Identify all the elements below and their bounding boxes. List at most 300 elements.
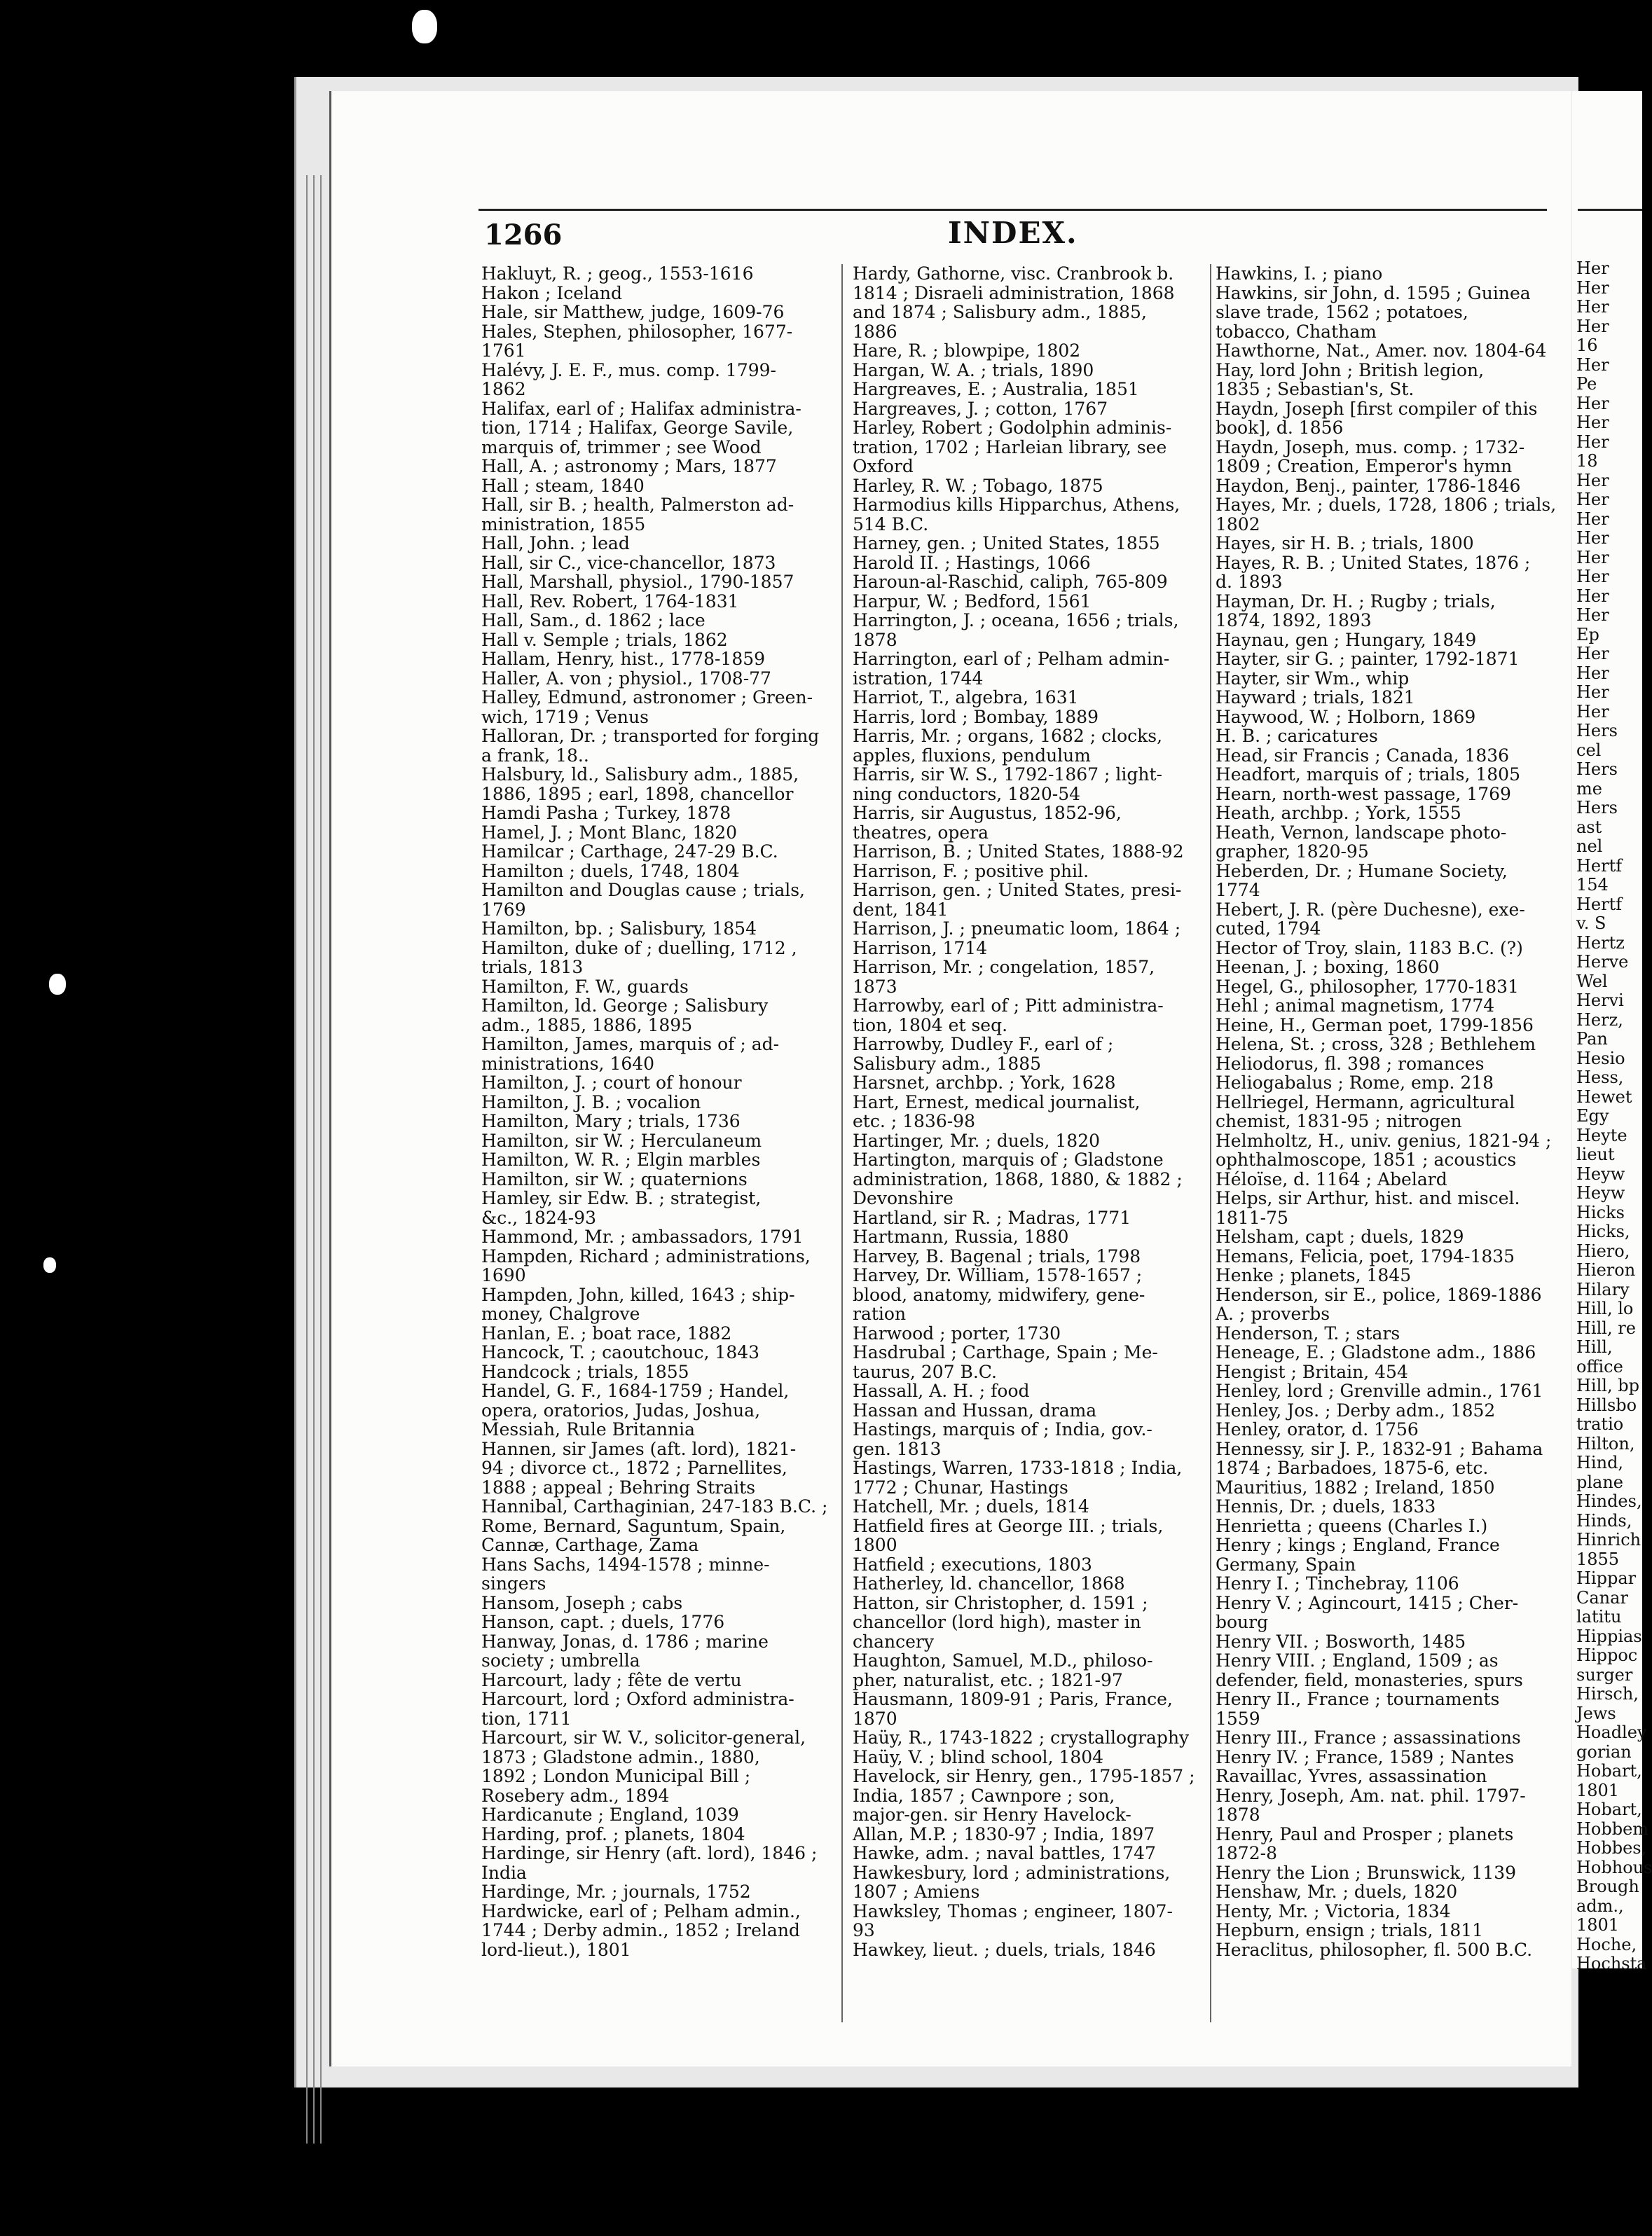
facing-page-entry-fragment: Hobbem <box>1576 1819 1649 1839</box>
index-entry: Harcourt, lord ; Oxford administra- <box>481 1689 794 1709</box>
index-entry: Haydon, Benj., painter, 1786-1846 <box>1216 475 1521 496</box>
index-entry: Hall, Marshall, physiol., 1790-1857 <box>481 572 794 592</box>
index-entry: Heenan, J. ; boxing, 1860 <box>1216 957 1440 977</box>
index-entry: Salisbury adm., 1885 <box>853 1053 1042 1074</box>
facing-page-entry-fragment: Her <box>1576 432 1609 452</box>
index-entry: Harley, Robert ; Godolphin adminis- <box>853 417 1172 438</box>
paper-blemish <box>49 974 66 995</box>
index-entry: Harrowby, Dudley F., earl of ; <box>853 1034 1114 1054</box>
index-entry: 1800 <box>853 1535 897 1555</box>
index-entry: Henley, orator, d. 1756 <box>1216 1419 1419 1440</box>
index-entry: taurus, 207 B.C. <box>853 1361 997 1382</box>
index-entry: Harwood ; porter, 1730 <box>853 1323 1061 1344</box>
index-entry: Hatfield fires at George III. ; trials, <box>853 1515 1164 1536</box>
index-entry: Hearn, north-west passage, 1769 <box>1216 783 1511 804</box>
index-entry: Haywood, W. ; Holborn, 1869 <box>1216 706 1476 727</box>
page-edge-line <box>313 175 315 2144</box>
index-entry: 1772 ; Chunar, Hastings <box>853 1477 1068 1498</box>
page-edge-line <box>306 175 308 2144</box>
index-entry: Hayter, sir Wm., whip <box>1216 668 1410 689</box>
index-entry: Hartland, sir R. ; Madras, 1771 <box>853 1207 1131 1228</box>
index-column-2 <box>853 264 1207 1959</box>
facing-page-entry-fragment: Heyw <box>1576 1164 1625 1184</box>
index-entry: 1835 ; Sebastian's, St. <box>1216 379 1414 399</box>
index-entry: Hamilton, J. B. ; vocalion <box>481 1091 701 1112</box>
index-entry: defender, field, monasteries, spurs <box>1216 1669 1523 1690</box>
facing-page-entry-fragment: Hicks <box>1576 1202 1625 1222</box>
index-entry: blood, anatomy, midwifery, gene- <box>853 1284 1145 1305</box>
index-entry: Henry the Lion ; Brunswick, 1139 <box>1216 1862 1517 1883</box>
index-entry: Hale, sir Matthew, judge, 1609-76 <box>481 302 785 322</box>
facing-page-entry-fragment: adm., <box>1576 1896 1624 1916</box>
facing-page-entry-fragment: Hill, re <box>1576 1318 1636 1338</box>
index-entry: Hamilton, duke of ; duelling, 1712 , <box>481 937 797 958</box>
index-entry: Hamilton, sir W. ; quaternions <box>481 1168 748 1189</box>
index-entry: 1744 ; Derby admin., 1852 ; Ireland <box>481 1920 800 1940</box>
index-entry: Hastings, Warren, 1733-1818 ; India, <box>853 1458 1183 1478</box>
facing-page-entry-fragment: tratio <box>1576 1414 1624 1434</box>
index-entry: Harrington, J. ; oceana, 1656 ; trials, <box>853 610 1179 630</box>
index-entry: Hall, Rev. Robert, 1764-1831 <box>481 591 739 612</box>
index-entry: Hartington, marquis of ; Gladstone <box>853 1150 1164 1170</box>
index-entry: istration, 1744 <box>853 668 984 689</box>
index-entry: Halévy, J. E. F., mus. comp. 1799- <box>481 359 776 380</box>
index-entry: dent, 1841 <box>853 899 949 920</box>
index-entry: Henry V. ; Agincourt, 1415 ; Cher- <box>1216 1592 1519 1613</box>
index-entry: Helsham, capt ; duels, 1829 <box>1216 1227 1464 1247</box>
index-entry: Hawke, adm. ; naval battles, 1747 <box>853 1843 1156 1863</box>
index-entry: Allan, M.P. ; 1830-97 ; India, 1897 <box>853 1823 1155 1844</box>
index-entry: Heneage, E. ; Gladstone adm., 1886 <box>1216 1342 1536 1362</box>
facing-page-entry-fragment: Hippar <box>1576 1568 1637 1588</box>
index-entry: Helmholtz, H., univ. genius, 1821-94 ; <box>1216 1130 1552 1151</box>
index-entry: a frank, 18.. <box>481 745 589 766</box>
index-entry: 94 ; divorce ct., 1872 ; Parnellites, <box>481 1458 787 1478</box>
facing-page-entry-fragment: Hill, <box>1576 1337 1613 1357</box>
facing-page-entry-fragment: Hill, lo <box>1576 1299 1634 1318</box>
index-entry: Hebert, J. R. (père Duchesne), exe- <box>1216 899 1525 920</box>
facing-page-entry-fragment: Egy <box>1576 1106 1609 1126</box>
facing-page-entry-fragment: Hirsch, <box>1576 1684 1639 1704</box>
index-entry: opera, oratorios, Judas, Joshua, <box>481 1400 761 1421</box>
index-entry: Harpur, W. ; Bedford, 1561 <box>853 591 1092 612</box>
index-entry: Hardy, Gathorne, visc. Cranbrook b. <box>853 263 1174 284</box>
index-entry: book], d. 1856 <box>1216 417 1344 438</box>
index-entry: Harris, lord ; Bombay, 1889 <box>853 706 1099 727</box>
header-rule <box>479 209 1547 211</box>
facing-page-entry-fragment: Hers <box>1576 721 1618 740</box>
index-entry: Hatchell, Mr. ; duels, 1814 <box>853 1496 1089 1517</box>
index-entry: Heberden, Dr. ; Humane Society, <box>1216 860 1508 881</box>
paper-blemish <box>43 1257 56 1273</box>
index-column-3 <box>1216 264 1569 1959</box>
index-entry: theatres, opera <box>853 822 989 843</box>
index-entry: Henry II., France ; tournaments <box>1216 1689 1500 1709</box>
index-entry: 1761 <box>481 340 526 361</box>
index-entry: Hawksley, Thomas ; engineer, 1807- <box>853 1900 1173 1921</box>
index-entry: Hargreaves, J. ; cotton, 1767 <box>853 398 1108 419</box>
index-entry: Havelock, sir Henry, gen., 1795-1857 ; <box>853 1766 1195 1786</box>
index-entry: Hare, R. ; blowpipe, 1802 <box>853 340 1081 361</box>
page-title: INDEX. <box>948 216 1078 250</box>
index-entry: Hamley, sir Edw. B. ; strategist, <box>481 1188 762 1208</box>
index-entry: Hancock, T. ; caoutchouc, 1843 <box>481 1342 760 1362</box>
facing-page-entry-fragment: Hippias <box>1576 1626 1642 1646</box>
facing-page-entry-fragment: Heyte <box>1576 1125 1627 1145</box>
index-entry: Hennis, Dr. ; duels, 1833 <box>1216 1496 1436 1517</box>
facing-page-entry-fragment: Hicks, <box>1576 1222 1630 1241</box>
index-entry: Harriot, T., algebra, 1631 <box>853 687 1079 708</box>
facing-page-entry-fragment: plane <box>1576 1472 1624 1492</box>
index-entry: Hamel, J. ; Mont Blanc, 1820 <box>481 822 738 843</box>
index-entry: Henley, lord ; Grenville admin., 1761 <box>1216 1381 1543 1401</box>
index-entry: tration, 1702 ; Harleian library, see <box>853 436 1167 457</box>
index-entry: 1873 <box>853 976 897 997</box>
page-edge-line <box>320 175 322 2144</box>
index-entry: apples, fluxions, pendulum <box>853 745 1091 766</box>
index-entry: Hakon ; Iceland <box>481 282 623 303</box>
facing-page-entry-fragment: Her <box>1576 605 1609 625</box>
index-entry: Hampden, John, killed, 1643 ; ship- <box>481 1284 795 1305</box>
index-entry: Harrison, Mr. ; congelation, 1857, <box>853 957 1155 977</box>
index-entry: Hargreaves, E. ; Australia, 1851 <box>853 379 1139 399</box>
index-entry: Halsbury, ld., Salisbury adm., 1885, <box>481 764 799 785</box>
index-entry: Hayes, sir H. B. ; trials, 1800 <box>1216 533 1474 553</box>
index-entry: Germany, Spain <box>1216 1554 1356 1575</box>
index-entry: Harris, Mr. ; organs, 1682 ; clocks, <box>853 726 1163 746</box>
facing-page-entry-fragment: Hervi <box>1576 991 1624 1010</box>
index-entry: Harold II. ; Hastings, 1066 <box>853 552 1091 573</box>
facing-page-entry-fragment: 1801 <box>1576 1780 1620 1800</box>
facing-page-entry-fragment: Her <box>1576 586 1609 606</box>
index-entry: Hakluyt, R. ; geog., 1553-1616 <box>481 263 754 284</box>
index-entry: Haüy, R., 1743-1822 ; crystallography <box>853 1727 1190 1748</box>
index-entry: Harrowby, earl of ; Pitt administra- <box>853 995 1164 1016</box>
index-entry: society ; umbrella <box>481 1650 640 1671</box>
index-entry: 1802 <box>1216 513 1260 534</box>
index-entry: tion, 1714 ; Halifax, George Savile, <box>481 417 794 438</box>
index-entry: Héloïse, d. 1164 ; Abelard <box>1216 1168 1447 1189</box>
index-entry: chancellor (lord high), master in <box>853 1612 1141 1632</box>
facing-page-entry-fragment: Her <box>1576 316 1609 336</box>
facing-page-entry-fragment: Hillsbo <box>1576 1395 1637 1415</box>
index-entry: Hargan, W. A. ; trials, 1890 <box>853 359 1094 380</box>
index-column-1 <box>481 264 832 1959</box>
facing-page-entry-fragment: Her <box>1576 393 1609 413</box>
facing-page-entry-fragment: Hiero, <box>1576 1241 1630 1261</box>
index-entry: Haydn, Joseph, mus. comp. ; 1732- <box>1216 436 1525 457</box>
index-entry: tion, 1804 et seq. <box>853 1014 1008 1035</box>
index-entry: 514 B.C. <box>853 513 929 534</box>
facing-page-entry-fragment: Hesio <box>1576 1048 1625 1068</box>
index-entry: Harcourt, lady ; fête de vertu <box>481 1669 742 1690</box>
index-entry: Hennessy, sir J. P., 1832-91 ; Bahama <box>1216 1438 1543 1459</box>
index-entry: Harris, sir Augustus, 1852-96, <box>853 803 1122 823</box>
facing-page-entry-fragment: Hinds, <box>1576 1510 1632 1531</box>
index-entry: Harcourt, sir W. V., solicitor-general, <box>481 1727 806 1748</box>
index-entry: Hannen, sir James (aft. lord), 1821- <box>481 1438 797 1459</box>
facing-page-entry-fragment: Hobart, <box>1576 1800 1642 1819</box>
facing-page-entry-fragment: Her <box>1576 644 1609 663</box>
index-entry: Heraclitus, philosopher, fl. 500 B.C. <box>1216 1939 1533 1960</box>
facing-page-entries <box>1576 259 1652 1974</box>
index-entry: 1888 ; appeal ; Behring Straits <box>481 1477 756 1498</box>
index-entry: Hamilton, sir W. ; Herculaneum <box>481 1130 762 1151</box>
index-entry: Hamilton ; duels, 1748, 1804 <box>481 860 740 881</box>
facing-page-entry-fragment: lieut <box>1576 1145 1615 1164</box>
index-entry: Halifax, earl of ; Halifax administra- <box>481 398 801 419</box>
index-entry: Hanson, capt. ; duels, 1776 <box>481 1612 725 1632</box>
index-entry: Harrison, gen. ; United States, presi- <box>853 880 1182 900</box>
index-entry: 1690 <box>481 1265 526 1285</box>
index-entry: Ravaillac, Yvres, assassination <box>1216 1766 1487 1786</box>
index-entry: major-gen. sir Henry Havelock- <box>853 1804 1131 1825</box>
index-entry: Hawkesbury, lord ; administrations, <box>853 1862 1171 1883</box>
index-entry: Hall ; steam, 1840 <box>481 475 645 496</box>
index-entry: lord-lieut.), 1801 <box>481 1939 631 1960</box>
index-entry: Henry III., France ; assassinations <box>1216 1727 1521 1748</box>
facing-page-entry-fragment: nel <box>1576 836 1603 856</box>
facing-page-entry-fragment: Herz, <box>1576 1009 1623 1030</box>
facing-page-entry-fragment: Hinrich <box>1576 1530 1641 1550</box>
index-entry: Hammond, Mr. ; ambassadors, 1791 <box>481 1227 804 1247</box>
index-entry: pher, naturalist, etc. ; 1821-97 <box>853 1669 1123 1690</box>
facing-page-entry-fragment: Hilton, <box>1576 1433 1635 1454</box>
index-entry: Hall, sir C., vice-chancellor, 1873 <box>481 552 776 573</box>
index-entry: 1878 <box>1216 1804 1260 1825</box>
index-entry: Henry, Joseph, Am. nat. phil. 1797- <box>1216 1785 1526 1806</box>
index-entry: Handcock ; trials, 1855 <box>481 1361 689 1382</box>
facing-page-entry-fragment: latitu <box>1576 1607 1622 1627</box>
index-entry: Harding, prof. ; planets, 1804 <box>481 1823 745 1844</box>
index-page <box>329 91 1571 2066</box>
facing-page-entry-fragment: Hieron <box>1576 1260 1636 1280</box>
index-entry: Hector of Troy, slain, 1183 B.C. (?) <box>1216 937 1523 958</box>
facing-page-entry-fragment: Her <box>1576 701 1609 722</box>
index-entry: H. B. ; caricatures <box>1216 726 1378 746</box>
index-entry: Handel, G. F., 1684-1759 ; Handel, <box>481 1381 790 1401</box>
facing-page-entry-fragment: surger <box>1576 1664 1633 1685</box>
index-entry: Heine, H., German poet, 1799-1856 <box>1216 1014 1534 1035</box>
index-entry: Hamdi Pasha ; Turkey, 1878 <box>481 803 731 823</box>
index-entry: ning conductors, 1820-54 <box>853 783 1081 804</box>
facing-page-entry-fragment: Hill, bp <box>1576 1376 1639 1395</box>
index-entry: Hatherley, ld. chancellor, 1868 <box>853 1573 1125 1594</box>
paper-blemish <box>412 10 437 43</box>
facing-page-entry-fragment: Her <box>1576 470 1609 490</box>
facing-page-entry-fragment: Hobart, <box>1576 1761 1642 1781</box>
index-entry: Harrison, J. ; pneumatic loom, 1864 ; <box>853 918 1181 939</box>
index-entry: Henry I. ; Tinchebray, 1106 <box>1216 1573 1459 1594</box>
index-entry: 1809 ; Creation, Emperor's hymn <box>1216 456 1513 476</box>
index-entry: Harrington, earl of ; Pelham admin- <box>853 649 1170 669</box>
facing-page-entry-fragment: Ep <box>1576 624 1599 644</box>
index-entry: 93 <box>853 1920 875 1940</box>
facing-page-entry-fragment: office <box>1576 1356 1623 1376</box>
index-entry: gen. 1813 <box>853 1438 942 1459</box>
index-entry: Hassall, A. H. ; food <box>853 1381 1030 1401</box>
index-entry: Hamilcar ; Carthage, 247-29 B.C. <box>481 841 778 862</box>
index-entry: Halley, Edmund, astronomer ; Green- <box>481 687 813 708</box>
index-entry: Harsnet, archbp. ; York, 1628 <box>853 1072 1116 1093</box>
index-entry: Headfort, marquis of ; trials, 1805 <box>1216 764 1520 785</box>
index-entry: Helena, St. ; cross, 328 ; Bethlehem <box>1216 1034 1536 1054</box>
facing-page-entry-fragment: Heyw <box>1576 1183 1625 1203</box>
index-entry: Hall, John. ; lead <box>481 533 630 553</box>
index-entry: Hall v. Semple ; trials, 1862 <box>481 629 728 650</box>
index-entry: Hayter, sir G. ; painter, 1792-1871 <box>1216 649 1520 669</box>
index-entry: Henderson, T. ; stars <box>1216 1323 1400 1344</box>
index-entry: Harrison, B. ; United States, 1888-92 <box>853 841 1184 862</box>
index-entry: Henry, Paul and Prosper ; planets <box>1216 1823 1514 1844</box>
index-entry: Hehl ; animal magnetism, 1774 <box>1216 995 1495 1016</box>
index-entry: Devonshire <box>853 1188 954 1208</box>
index-entry: Hawkey, lieut. ; duels, trials, 1846 <box>853 1939 1156 1960</box>
facing-page-entry-fragment: Hobhous <box>1576 1857 1652 1877</box>
facing-page-entry-fragment: gorian <box>1576 1741 1632 1762</box>
index-entry: 1814 ; Disraeli administration, 1868 <box>853 282 1175 303</box>
index-entry: Harrison, 1714 <box>853 937 988 958</box>
index-entry: 1874, 1892, 1893 <box>1216 610 1372 630</box>
index-entry: Hall, Sam., d. 1862 ; lace <box>481 610 705 630</box>
index-entry: 1873 ; Gladstone admin., 1880, <box>481 1746 760 1767</box>
index-entry: d. 1893 <box>1216 572 1283 592</box>
index-entry: Heath, archbp. ; York, 1555 <box>1216 803 1461 823</box>
index-entry: Hawthorne, Nat., Amer. nov. 1804-64 <box>1216 340 1547 361</box>
column-divider <box>841 264 843 2022</box>
facing-page-entry-fragment: Brough <box>1576 1877 1639 1896</box>
facing-page-entry-fragment: Herve <box>1576 952 1629 972</box>
index-entry: Harris, sir W. S., 1792-1867 ; light- <box>853 764 1162 785</box>
index-entry: adm., 1885, 1886, 1895 <box>481 1014 693 1035</box>
index-entry: Haller, A. von ; physiol., 1708-77 <box>481 668 771 689</box>
index-entry: Henshaw, Mr. ; duels, 1820 <box>1216 1882 1458 1902</box>
index-entry: India, 1857 ; Cawnpore ; son, <box>853 1785 1115 1806</box>
facing-page-entry-fragment: Wel <box>1576 971 1608 991</box>
index-entry: Henry IV. ; France, 1589 ; Nantes <box>1216 1746 1515 1767</box>
facing-page-entry-fragment: Her <box>1576 528 1609 548</box>
facing-page-entry-fragment: 1855 <box>1576 1549 1620 1569</box>
index-entry: Rosebery adm., 1894 <box>481 1785 670 1806</box>
index-entry: Hellriegel, Hermann, agricultural <box>1216 1091 1515 1112</box>
index-entry: 1870 <box>853 1708 897 1729</box>
facing-page-entry-fragment: Her <box>1576 354 1609 375</box>
index-entry: &c., 1824-93 <box>481 1207 596 1228</box>
index-entry: Hart, Ernest, medical journalist, <box>853 1091 1141 1112</box>
index-entry: Cannæ, Carthage, Zama <box>481 1535 699 1555</box>
index-entry: Hannibal, Carthaginian, 247-183 B.C. ; <box>481 1496 828 1517</box>
facing-page-entry-fragment: 1801 <box>1576 1915 1620 1935</box>
index-entry: Hales, Stephen, philosopher, 1677- <box>481 321 793 342</box>
index-entry: Halloran, Dr. ; transported for forging <box>481 726 820 746</box>
facing-page-entry-fragment: me <box>1576 778 1602 799</box>
facing-page-entry-fragment: Hochsta <box>1576 1954 1647 1973</box>
index-entry: 1878 <box>853 629 897 650</box>
facing-page-entry-fragment: Her <box>1576 682 1609 702</box>
index-entry: 1769 <box>481 899 526 920</box>
facing-page-entry-fragment: Her <box>1576 277 1609 298</box>
index-entry: India <box>481 1862 527 1883</box>
index-entry: Hardinge, Mr. ; journals, 1752 <box>481 1882 751 1902</box>
index-entry: Harvey, Dr. William, 1578-1657 ; <box>853 1265 1143 1285</box>
index-entry: Henke ; planets, 1845 <box>1216 1265 1412 1285</box>
index-entry: 1862 <box>481 379 526 399</box>
facing-page-entry-fragment: Her <box>1576 547 1609 567</box>
index-entry: Hegel, G., philosopher, 1770-1831 <box>1216 976 1519 997</box>
index-entry: 1807 ; Amiens <box>853 1882 980 1902</box>
facing-page-entry-fragment: 18 <box>1576 451 1598 471</box>
index-entry: bourg <box>1216 1612 1269 1632</box>
index-entry: ophthalmoscope, 1851 ; acoustics <box>1216 1150 1517 1170</box>
index-entry: Hartmann, Russia, 1880 <box>853 1227 1069 1247</box>
index-entry: Hausmann, 1809-91 ; Paris, France, <box>853 1689 1173 1709</box>
index-entry: Haüy, V. ; blind school, 1804 <box>853 1746 1104 1767</box>
index-entry: Hamilton, W. R. ; Elgin marbles <box>481 1150 761 1170</box>
index-entry: Harley, R. W. ; Tobago, 1875 <box>853 475 1103 496</box>
index-entry: Helps, sir Arthur, hist. and miscel. <box>1216 1188 1520 1208</box>
index-entry: Hansom, Joseph ; cabs <box>481 1592 683 1613</box>
facing-page-entry-fragment: 16 <box>1576 336 1598 355</box>
facing-page-entry-fragment: v. S <box>1576 913 1606 933</box>
index-entry: Hamilton, F. W., guards <box>481 976 689 997</box>
index-entry: Hayward ; trials, 1821 <box>1216 687 1415 708</box>
index-entry: Hanlan, E. ; boat race, 1882 <box>481 1323 732 1344</box>
index-entry: tobacco, Chatham <box>1216 321 1377 342</box>
facing-page-entry-fragment: Her <box>1576 509 1609 529</box>
index-entry: Heath, Vernon, landscape photo- <box>1216 822 1507 843</box>
facing-page-entry-fragment: Hoche, <box>1576 1934 1637 1954</box>
index-entry: Henty, Mr. ; Victoria, 1834 <box>1216 1900 1451 1921</box>
index-entry: singers <box>481 1573 546 1594</box>
index-entry: Hepburn, ensign ; trials, 1811 <box>1216 1920 1484 1940</box>
index-entry: chemist, 1831-95 ; nitrogen <box>1216 1111 1462 1131</box>
facing-page-header-rule <box>1578 209 1642 211</box>
index-entry: Hamilton, James, marquis of ; ad- <box>481 1034 780 1054</box>
facing-page-entry-fragment: ast <box>1576 817 1602 837</box>
index-entry: Hamilton, Mary ; trials, 1736 <box>481 1111 741 1131</box>
index-entry: tion, 1711 <box>481 1708 572 1729</box>
index-entry: Hay, lord John ; British legion, <box>1216 359 1485 380</box>
index-entry: Rome, Bernard, Saguntum, Spain, <box>481 1515 786 1536</box>
index-entry: 1811-75 <box>1216 1207 1288 1228</box>
index-entry: 1774 <box>1216 880 1260 900</box>
index-entry: Heliodorus, fl. 398 ; romances <box>1216 1053 1485 1074</box>
facing-page-entry-fragment: Her <box>1576 663 1609 683</box>
index-entry: Hamilton, bp. ; Salisbury, 1854 <box>481 918 757 939</box>
column-divider <box>1210 264 1211 2022</box>
facing-page-entry-fragment: Hewet <box>1576 1086 1632 1107</box>
index-entry: Harrison, F. ; positive phil. <box>853 860 1089 881</box>
index-entry: cuted, 1794 <box>1216 918 1321 939</box>
page-number: 1266 <box>484 219 563 251</box>
index-entry: Hampden, Richard ; administrations, <box>481 1245 811 1267</box>
index-entry: Henry VII. ; Bosworth, 1485 <box>1216 1631 1466 1652</box>
index-entry: A. ; proverbs <box>1216 1304 1330 1324</box>
index-entry: Henry VIII. ; England, 1509 ; as <box>1216 1650 1499 1671</box>
facing-page-entry-fragment: Hertf <box>1576 855 1623 876</box>
facing-page-entry-fragment: Her <box>1576 490 1609 509</box>
index-entry: Heliogabalus ; Rome, emp. 218 <box>1216 1072 1494 1093</box>
index-entry: Haughton, Samuel, M.D., philoso- <box>853 1650 1153 1671</box>
index-entry: Haroun-al-Raschid, caliph, 765-809 <box>853 572 1168 592</box>
index-entry: 1886, 1895 ; earl, 1898, chancellor <box>481 783 794 804</box>
index-entry: Hawkins, sir John, d. 1595 ; Guinea <box>1216 282 1531 303</box>
index-entry: Henley, Jos. ; Derby adm., 1852 <box>1216 1400 1496 1421</box>
facing-page-entry-fragment: Hertz <box>1576 932 1625 953</box>
index-entry: Mauritius, 1882 ; Ireland, 1850 <box>1216 1477 1495 1498</box>
index-entry: ration <box>853 1304 907 1324</box>
index-entry: administration, 1868, 1880, & 1882 ; <box>853 1168 1183 1189</box>
